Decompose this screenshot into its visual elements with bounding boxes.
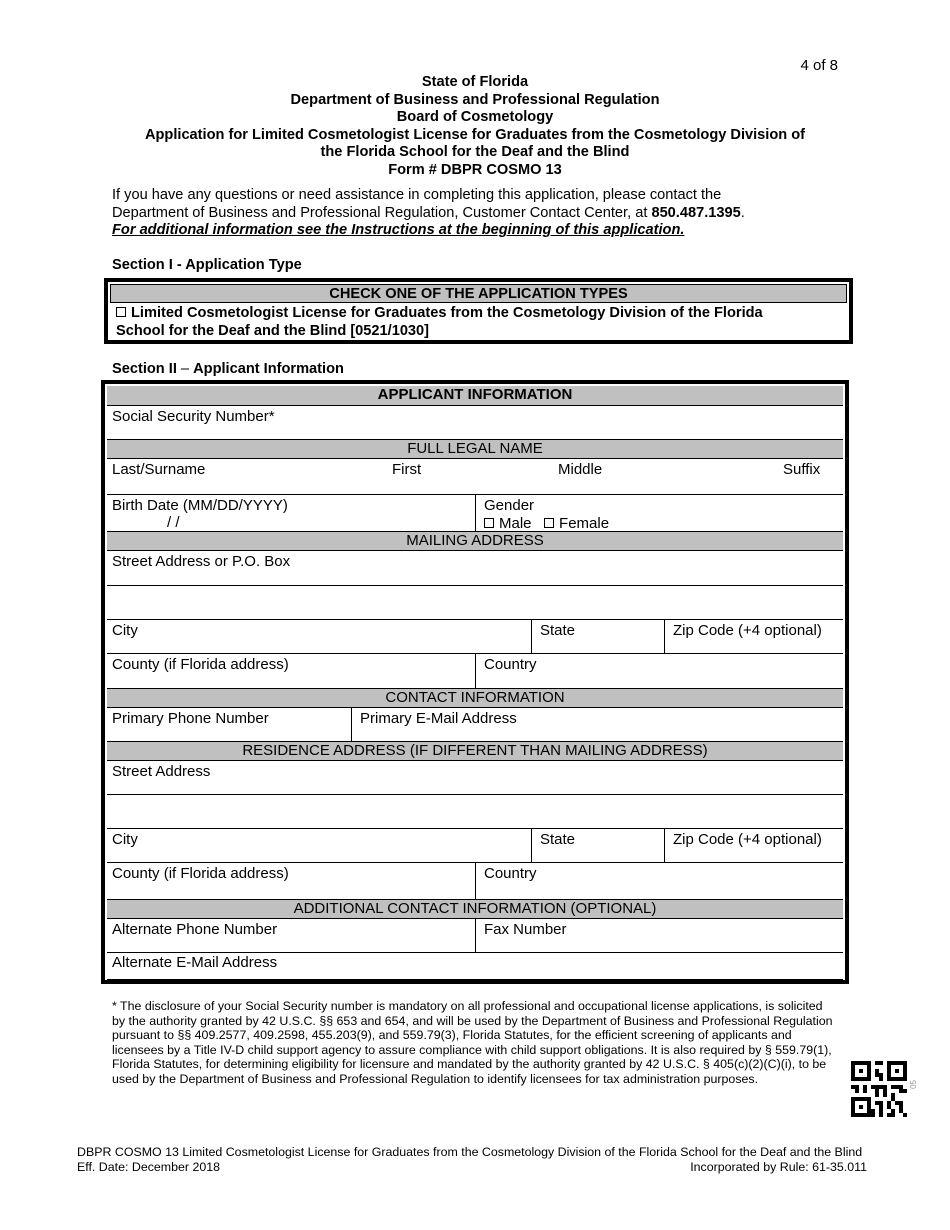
gender-options: [484, 515, 609, 533]
residence-country-label: Country: [484, 865, 537, 882]
header-form-number: Form # DBPR COSMO 13: [388, 161, 562, 178]
more-info-note: For additional information see the Instructions at the beginning of this application.: [112, 222, 685, 239]
residence-city-label: City: [112, 831, 138, 848]
page-number: 4 of 8: [800, 57, 838, 74]
primary-phone-label: Primary Phone Number: [112, 710, 269, 727]
full-legal-name-header: FULL LEGAL NAME: [107, 440, 843, 459]
intro-line-2: Department of Business and Professional Regulation, Customer Contact Center, at 850.487.1395.: [112, 204, 745, 221]
ssn-field[interactable]: [107, 406, 843, 440]
gender-male-option[interactable]: Male: [484, 515, 532, 532]
page-footer: [77, 1145, 867, 1174]
intro-line-1: If you have any questions or need assistance in completing this application, please contact the: [112, 187, 722, 203]
primary-contact-row: [107, 708, 843, 742]
residence-city-row: [107, 829, 843, 863]
applicant-info-box: [101, 380, 849, 984]
form-header: [100, 74, 850, 180]
application-type-header: CHECK ONE OF THE APPLICATION TYPES: [110, 284, 847, 303]
middle-name-label: Middle: [558, 461, 603, 478]
mailing-city-label: City: [112, 622, 138, 639]
checkbox-icon[interactable]: [484, 518, 494, 528]
residence-zip-label: Zip Code (+4 optional): [673, 831, 822, 848]
residence-street-label: Street Address: [112, 763, 211, 780]
mailing-country-label: Country: [484, 656, 537, 673]
footer-rule: Incorporated by Rule: 61-35.011: [690, 1159, 867, 1174]
footer-eff-date: Eff. Date: December 2018: [77, 1159, 221, 1174]
primary-email-label: Primary E-Mail Address: [360, 710, 517, 727]
residence-street-line-2[interactable]: [107, 795, 843, 829]
qr-code-icon: [851, 1061, 907, 1117]
last-name-label: Last/Surname: [112, 461, 206, 478]
header-title-1: Application for Limited Cosmetologist License for Graduates from the Cosmetology Division of: [144, 126, 806, 143]
contact-info-header: CONTACT INFORMATION: [107, 689, 843, 708]
alternate-email-field[interactable]: [107, 953, 843, 980]
section-1-title: Section I - Application Type: [112, 257, 302, 273]
mailing-city-row: [107, 620, 843, 654]
fax-number-label: Fax Number: [484, 921, 567, 938]
additional-contact-header: ADDITIONAL CONTACT INFORMATION (OPTIONAL): [107, 900, 843, 919]
suffix-label: Suffix: [783, 461, 821, 478]
footer-form-title: DBPR COSMO 13 Limited Cosmetologist License for Graduates from the Cosmetology Division of the Florida School for the Deaf and the Blind: [77, 1145, 863, 1159]
birth-date-label: Birth Date (MM/DD/YYYY): [112, 497, 288, 514]
header-title-2: the Florida School for the Deaf and the Blind: [320, 144, 630, 161]
residence-address-header: RESIDENCE ADDRESS (IF DIFFERENT THAN MAILING ADDRESS): [107, 742, 843, 761]
gender-label: Gender: [484, 497, 535, 514]
header-state: State of Florida: [421, 74, 529, 90]
contact-phone: 850.487.1395: [651, 204, 741, 221]
name-row[interactable]: [107, 459, 843, 495]
application-type-option[interactable]: Limited Cosmetologist License for Graduates from the Cosmetology Division of the Florida School for the Deaf and the Blind [0521/1030]: [116, 305, 763, 339]
ssn-disclosure-footnote: * The disclosure of your Social Security number is mandatory on all professional and occupational license applications, is solicited by the authority granted by 42 U.S.C. §§ 653 and 654, and will be used by the Department of Business and Professional Regulation pursuant to §§ 409.2577, 409.2598, 455.203(9), and 559.79(3), Florida Statutes, for the efficient screening of applicants and licensees by a Title IV-D child support agency to assure compliance with child support obligations. It is also required by § 559.79(1), Florida Statutes, for determining eligibility for licensure and mandated by the authority granted by 42 U.S.C. § 405(c)(2)(C)(i), to be used by the Department of Business and Professional Regulation to identify licensees for tax administration purposes.: [112, 999, 833, 1086]
header-board: Board of Cosmetology: [396, 109, 554, 126]
alternate-email-label: Alternate E-Mail Address: [112, 954, 278, 971]
mailing-address-header: MAILING ADDRESS: [107, 532, 843, 551]
residence-county-label: County (if Florida address): [112, 865, 289, 882]
mailing-state-label: State: [540, 622, 576, 639]
mailing-street-field[interactable]: [107, 551, 843, 586]
birth-gender-row: [107, 495, 843, 532]
birth-date-input[interactable]: / /: [167, 514, 180, 531]
applicant-info-header: APPLICANT INFORMATION: [107, 386, 843, 406]
qr-label: 05: [909, 1080, 918, 1089]
checkbox-icon[interactable]: [116, 307, 126, 317]
residence-state-label: State: [540, 831, 576, 848]
alternate-contact-row: [107, 919, 843, 953]
mailing-county-label: County (if Florida address): [112, 656, 289, 673]
first-name-label: First: [392, 461, 422, 478]
alternate-phone-label: Alternate Phone Number: [112, 921, 278, 938]
gender-female-option[interactable]: Female: [544, 515, 609, 532]
section-2-title: Section II – Applicant Information: [112, 361, 344, 377]
checkbox-icon[interactable]: [544, 518, 554, 528]
residence-street-field[interactable]: [107, 761, 843, 795]
ssn-label: Social Security Number*: [112, 408, 275, 425]
application-type-box: [104, 278, 853, 344]
residence-county-row: [107, 863, 843, 900]
intro-paragraph: [112, 187, 842, 240]
mailing-street-line-2[interactable]: [107, 586, 843, 620]
mailing-county-row: [107, 654, 843, 689]
mailing-zip-label: Zip Code (+4 optional): [673, 622, 822, 639]
street-po-label: Street Address or P.O. Box: [112, 553, 291, 570]
header-department: Department of Business and Professional Regulation: [290, 91, 660, 108]
